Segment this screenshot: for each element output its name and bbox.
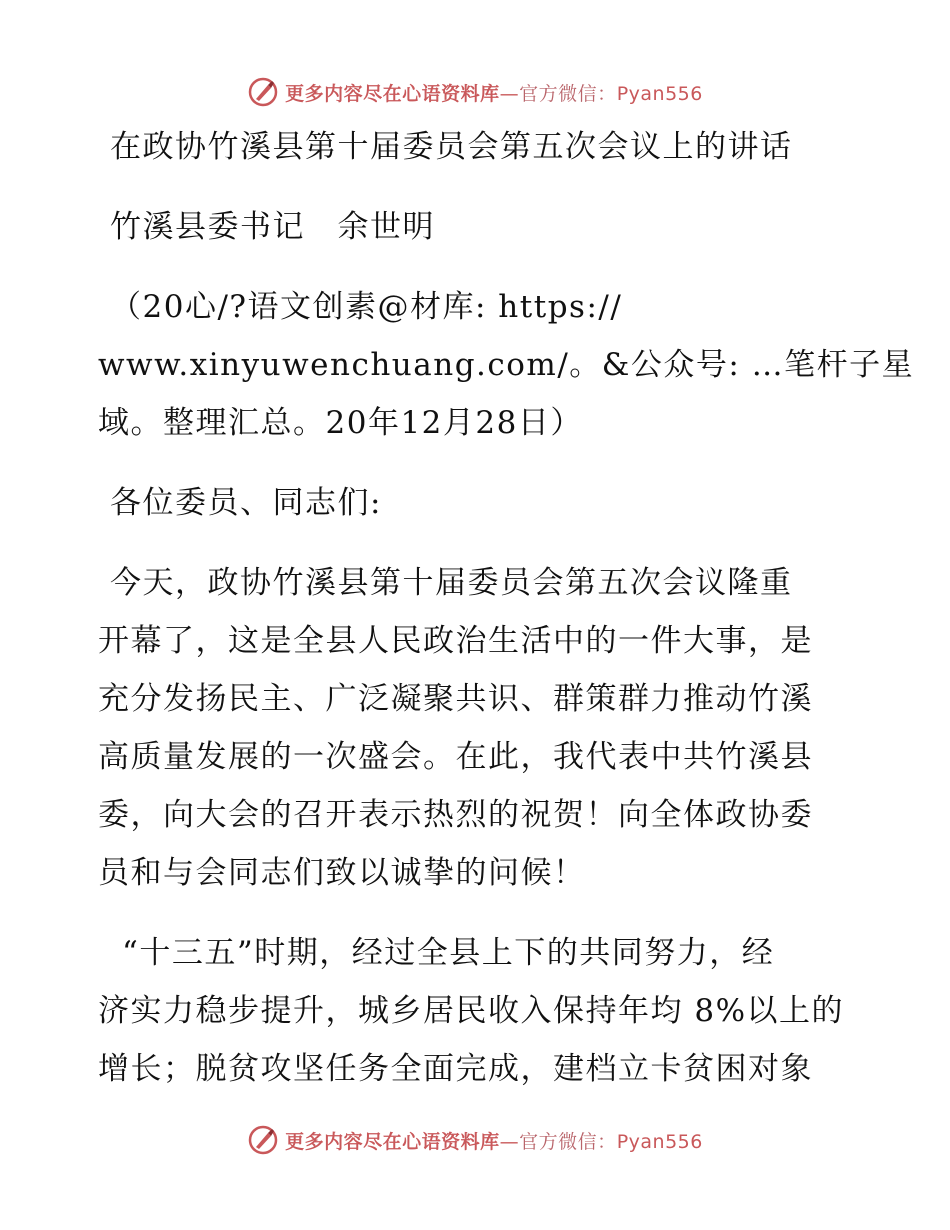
watermark-separator: — — [499, 82, 520, 105]
paragraph1-line: 充分发扬民主、广泛凝聚共识、群策群力推动竹溪 — [98, 681, 813, 717]
watermark-account: Pyan556 — [616, 1130, 703, 1153]
paragraph2-line: “十三五”时期，经过全县上下的共同努力，经 — [122, 935, 775, 971]
paragraph2-line: 济实力稳步提升，城乡居民收入保持年均 8%以上的 — [98, 993, 845, 1029]
paragraph1-line: 员和与会同志们致以诚挚的问候！ — [98, 855, 586, 891]
watermark-text — [285, 79, 703, 106]
watermark-label: 官方微信： — [519, 82, 617, 105]
document-title: 在政协竹溪县第十届委员会第五次会议上的讲话 — [110, 129, 793, 165]
watermark-label: 官方微信： — [519, 1130, 617, 1153]
watermark-banner-bottom — [0, 1120, 950, 1160]
document-body — [98, 118, 915, 1098]
watermark-text — [285, 1127, 703, 1154]
paragraph1-line: 高质量发展的一次盛会。在此，我代表中共竹溪县 — [98, 739, 813, 775]
source-line-1: （20心/?语文创素@材库: https:// — [110, 289, 623, 325]
source-line-3: 域。整理汇总。20年12月28日） — [98, 405, 583, 441]
watermark-main: 更多内容尽在心语资料库 — [285, 1130, 500, 1153]
source-line-2: www.xinyuwenchuang.com/。&公众号: …笔杆子星 — [98, 347, 915, 383]
paragraph2-line: 增长；脱贫攻坚任务全面完成，建档立卡贫困对象 — [98, 1051, 813, 1087]
salutation: 各位委员、同志们: — [110, 485, 382, 521]
paragraph1-line: 委，向大会的召开表示热烈的祝贺！向全体政协委 — [98, 797, 813, 833]
paragraph1-line: 开幕了，这是全县人民政治生活中的一件大事，是 — [98, 623, 813, 659]
watermark-main: 更多内容尽在心语资料库 — [285, 82, 500, 105]
document-author: 竹溪县委书记 余世明 — [110, 209, 435, 245]
watermark-account: Pyan556 — [616, 82, 703, 105]
watermark-separator: — — [499, 1130, 520, 1153]
watermark-banner-top — [0, 72, 950, 112]
paragraph1-line: 今天，政协竹溪县第十届委员会第五次会议隆重 — [110, 565, 793, 601]
quill-logo-icon — [247, 76, 279, 108]
quill-logo-icon — [247, 1124, 279, 1156]
